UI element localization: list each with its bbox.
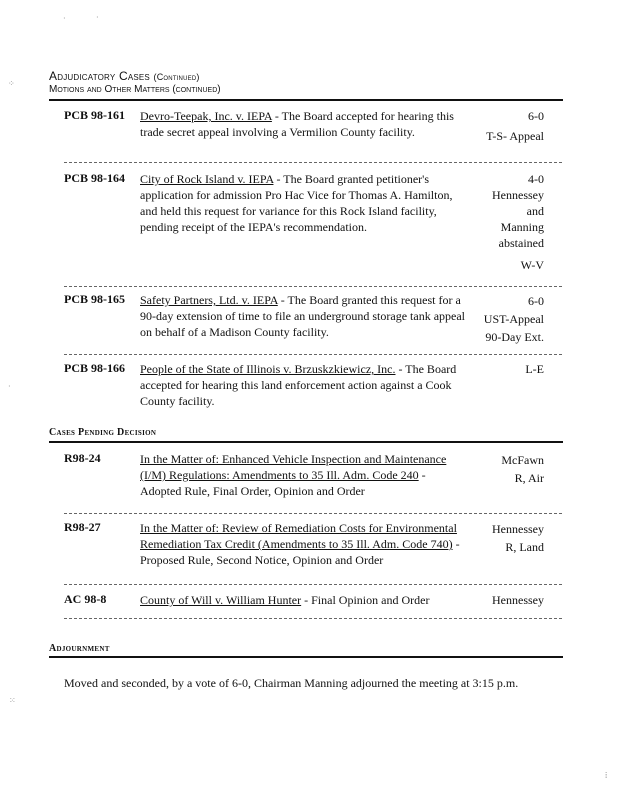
adjournment-title: Adjournment	[49, 643, 110, 654]
case-summary: - The Board accepted for hearing this trade secret appeal involving a Vermilion County facility.	[140, 109, 454, 139]
vote-column	[454, 292, 544, 346]
vote-line: Manning	[500, 220, 544, 234]
vote-column	[454, 520, 544, 556]
vote-line: abstained	[498, 236, 544, 250]
case-summary: - The Board accepted for hearing this land enforcement action against a Cook County facility.	[140, 362, 457, 408]
case-summary: - Proposed Rule, Second Notice, Opinion and Order	[140, 537, 460, 567]
vote-line: Hennessey	[492, 188, 544, 202]
vote-line: Hennessey	[492, 522, 544, 536]
case-summary: - The Board granted petitioner's application for admission Pro Hac Vice for Thomas A. Hamilton, and held this request for variance for this Rock Island facility, pending receipt of the IEPA's recommendation.	[140, 172, 453, 234]
case-description	[140, 592, 460, 608]
adjournment-rule	[49, 656, 563, 658]
vote-line: and	[526, 204, 544, 218]
section-title-rest: djudicatory Cases	[57, 69, 150, 83]
row-divider	[64, 584, 562, 585]
case-summary: - Final Opinion and Order	[301, 593, 430, 607]
vote-line: W-V	[520, 258, 544, 272]
case-description	[140, 361, 472, 409]
scan-speck: ⁙	[9, 696, 16, 705]
vote-line: L-E	[525, 362, 544, 376]
scan-speck: ·	[63, 14, 66, 23]
scan-speck: ·	[8, 382, 11, 391]
pending-section-title: Cases Pending Decision	[49, 427, 157, 438]
row-divider	[64, 354, 562, 355]
case-number: R98-24	[64, 451, 101, 465]
scan-speck: ⁘	[8, 79, 15, 88]
scan-speck: ⁞	[605, 771, 608, 780]
vote-line: McFawn	[501, 453, 544, 467]
pending-rule	[49, 441, 563, 443]
case-title: Devro-Teepak, Inc. v. IEPA	[140, 109, 272, 123]
scan-speck: ·	[96, 13, 99, 22]
vote-column	[454, 171, 544, 273]
vote-line: UST-Appeal	[483, 312, 544, 326]
case-description	[140, 451, 460, 499]
vote-line: 4-0	[528, 172, 544, 186]
vote-column	[454, 592, 544, 608]
adjournment-text: Moved and seconded, by a vote of 6-0, Chairman Manning adjourned the meeting at 3:15 p.m.	[64, 676, 519, 690]
case-number: PCB 98-165	[64, 292, 125, 306]
row-divider	[64, 513, 562, 514]
vote-line: Hennessey	[492, 593, 544, 607]
case-summary: - The Board granted this request for a 90-day extension of time to file an underground storage tank appeal on behalf of a Madison County facility.	[140, 293, 466, 339]
row-divider	[64, 162, 562, 163]
case-title: County of Will v. William Hunter	[140, 593, 302, 607]
vote-line: 6-0	[528, 109, 544, 123]
case-number: R98-27	[64, 520, 101, 534]
case-description	[140, 292, 472, 340]
row-divider	[64, 618, 562, 619]
section-subtitle: Motions and Other Matters (continued)	[49, 84, 221, 95]
case-number: PCB 98-166	[64, 361, 125, 375]
section-title-suffix: (Continued)	[153, 72, 200, 82]
case-description	[140, 520, 470, 568]
case-title: Safety Partners, Ltd. v. IEPA	[140, 293, 278, 307]
vote-line: 6-0	[528, 294, 544, 308]
case-summary: - Adopted Rule, Final Order, Opinion and Order	[140, 468, 426, 498]
vote-line: T-S- Appeal	[486, 129, 544, 143]
case-title: City of Rock Island v. IEPA	[140, 172, 274, 186]
section-rule	[49, 99, 563, 101]
row-divider	[64, 286, 562, 287]
case-description	[140, 108, 470, 140]
vote-line: 90-Day Ext.	[485, 330, 544, 344]
case-title: In the Matter of: Review of Remediation Costs for Environmental Remediation Tax Credit (Amendments to 35 Ill. Adm. Code 740)	[140, 521, 457, 551]
section-title	[49, 69, 200, 83]
vote-line: R, Air	[514, 471, 544, 485]
case-title: In the Matter of: Enhanced Vehicle Inspection and Maintenance (I/M) Regulations: Amendments to 35 Ill. Adm. Code 240	[140, 452, 447, 482]
case-number: PCB 98-161	[64, 108, 125, 122]
vote-column	[454, 361, 544, 377]
vote-column	[454, 108, 544, 144]
case-title: People of the State of Illinois v. Brzuskzkiewicz, Inc.	[140, 362, 396, 376]
case-description	[140, 171, 470, 235]
section-title-initial: A	[49, 69, 58, 83]
case-number: PCB 98-164	[64, 171, 125, 185]
vote-line: R, Land	[505, 540, 544, 554]
vote-column	[454, 451, 544, 487]
case-number: AC 98-8	[64, 592, 107, 606]
